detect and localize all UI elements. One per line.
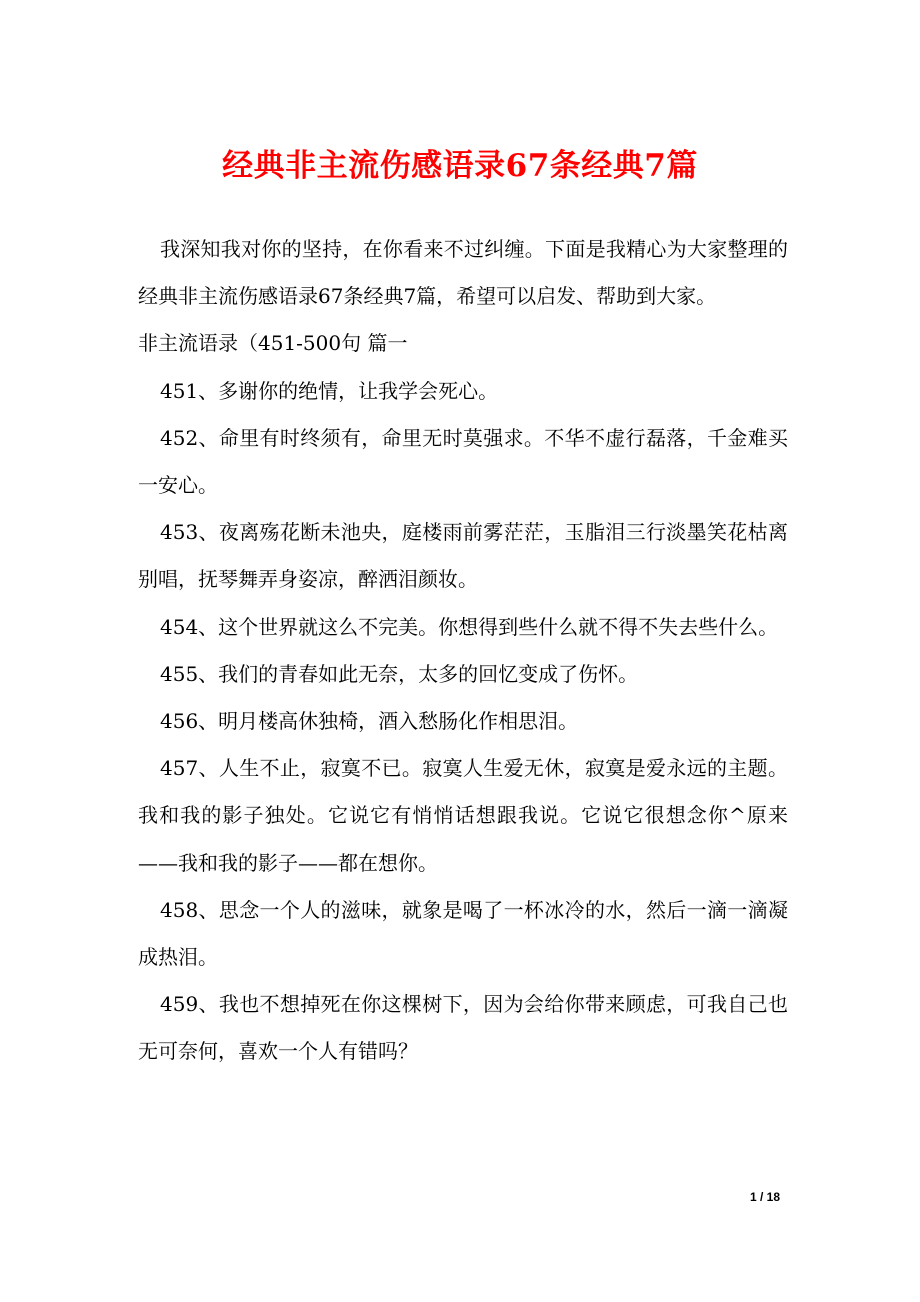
entry-paragraph: 452、命里有时终须有，命里无时莫强求。不华不虚行磊落，千金难买一安心。 (138, 425, 788, 498)
intro-paragraph: 我深知我对你的坚持，在你看来不过纠缠。下面是我精心为大家整理的经典非主流伤感语录67条经典7篇，希望可以启发、帮助到大家。 (138, 237, 788, 309)
entry-paragraph: 458、思念一个人的滋味，就象是喝了一杯冰冷的水，然后一滴一滴凝成热泪。 (138, 897, 788, 970)
entry-paragraph: 459、我也不想掉死在你这棵树下，因为会给你带来顾虑，可我自己也无可奈何，喜欢一个人有错吗？ (138, 992, 788, 1064)
document-body (138, 226, 788, 1076)
entry-paragraph: 456、明月楼高休独椅，酒入愁肠化作相思泪。 (160, 709, 579, 734)
entry-paragraph: 457、人生不止，寂寞不已。寂寞人生爱无休，寂寞是爱永远的主题。我和我的影子独处。它说它有悄悄话想跟我说。它说它很想念你^原来——我和我的影子——都在想你。 (138, 756, 788, 875)
entry-paragraph: 451、多谢你的绝情，让我学会死心。 (160, 378, 499, 403)
entry-paragraph: 454、这个世界就这么不完美。你想得到些什么就不得不失去些什么。 (160, 614, 779, 639)
document-title: 经典非主流伤感语录67条经典7篇 (222, 148, 698, 184)
page-number: 1 / 18 (749, 1190, 780, 1204)
section-heading: 非主流语录（451-500句 篇一 (138, 331, 408, 356)
entry-paragraph: 455、我们的青春如此无奈，太多的回忆变成了伤怀。 (160, 661, 639, 686)
entry-paragraph: 453、夜离殇花断未池央，庭楼雨前雾茫茫，玉脂泪三行淡墨笑花枯离别唱，抚琴舞弄身姿凉，醉洒泪颜妆。 (138, 520, 788, 592)
